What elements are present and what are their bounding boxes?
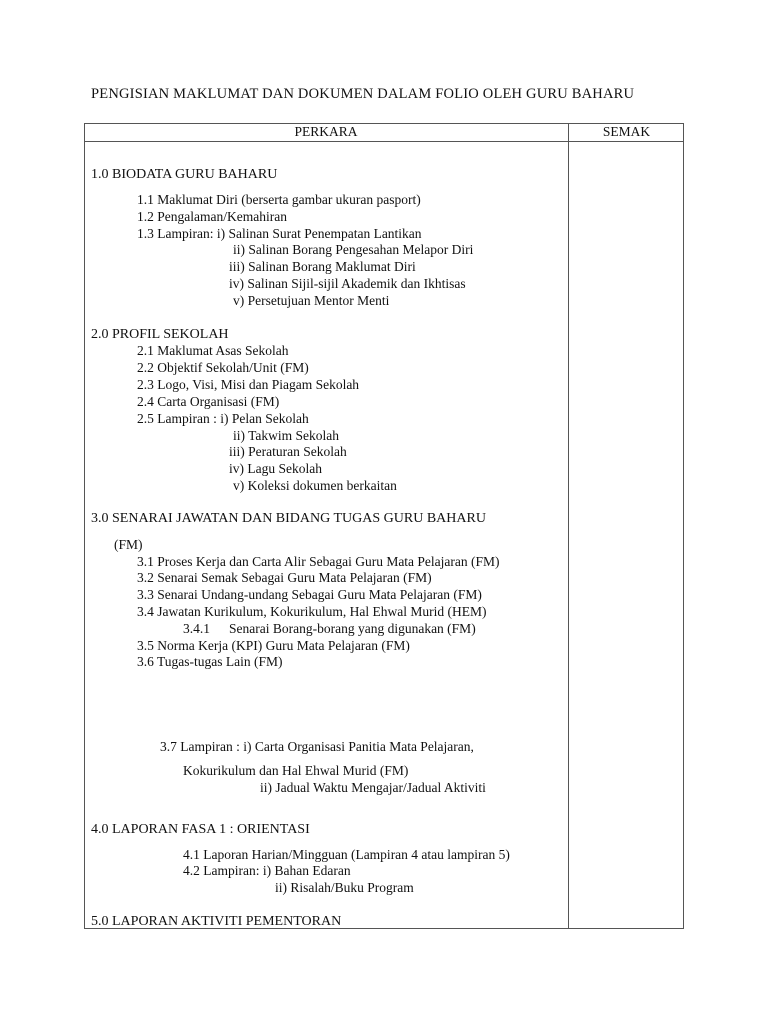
document-title: PENGISIAN MAKLUMAT DAN DOKUMEN DALAM FOLIO OLEH GURU BAHARU <box>91 86 635 102</box>
list-item: v) Persetujuan Mentor Menti <box>233 293 390 308</box>
section-heading-2: 2.0 PROFIL SEKOLAH <box>91 327 229 342</box>
section-heading-3-continuation: (FM) <box>114 537 143 552</box>
list-item: 2.1 Maklumat Asas Sekolah <box>137 343 289 358</box>
column-header-perkara: PERKARA <box>294 124 358 139</box>
list-item: v) Koleksi dokumen berkaitan <box>233 478 397 493</box>
list-item: ii) Salinan Borang Pengesahan Melapor Diri <box>233 242 474 257</box>
header-divider <box>84 141 684 142</box>
column-header-semak: SEMAK <box>602 124 651 139</box>
list-item: iii) Salinan Borang Maklumat Diri <box>229 259 416 274</box>
list-item: 3.5 Norma Kerja (KPI) Guru Mata Pelajaran (FM) <box>137 638 410 653</box>
list-item: 2.3 Logo, Visi, Misi dan Piagam Sekolah <box>137 377 360 392</box>
list-item: 2.4 Carta Organisasi (FM) <box>137 394 280 409</box>
list-item: iv) Salinan Sijil-sijil Akademik dan Ikhtisas <box>229 276 466 291</box>
list-item: Senarai Borang-borang yang digunakan (FM) <box>229 621 476 636</box>
list-item: 4.2 Lampiran: i) Bahan Edaran <box>183 863 351 878</box>
list-item: ii) Risalah/Buku Program <box>275 880 414 895</box>
list-item: ii) Jadual Waktu Mengajar/Jadual Aktiviti <box>260 780 486 795</box>
column-divider <box>568 123 569 929</box>
sub-item-number: 3.4.1 <box>183 621 210 636</box>
list-item: 4.1 Laporan Harian/Mingguan (Lampiran 4 atau lampiran 5) <box>183 847 510 862</box>
list-item: 3.4 Jawatan Kurikulum, Kokurikulum, Hal Ehwal Murid (HEM) <box>137 604 487 619</box>
section-heading-4: 4.0 LAPORAN FASA 1 : ORIENTASI <box>91 822 310 837</box>
list-item: 3.2 Senarai Semak Sebagai Guru Mata Pelajaran (FM) <box>137 570 432 585</box>
list-item: 1.2 Pengalaman/Kemahiran <box>137 209 287 224</box>
list-item: 2.5 Lampiran : i) Pelan Sekolah <box>137 411 309 426</box>
list-item: ii) Takwim Sekolah <box>233 428 340 443</box>
list-item: Kokurikulum dan Hal Ehwal Murid (FM) <box>183 763 409 778</box>
section-heading-1: 1.0 BIODATA GURU BAHARU <box>91 167 278 182</box>
list-item: 3.3 Senarai Undang-undang Sebagai Guru Mata Pelajaran (FM) <box>137 587 482 602</box>
list-item: iii) Peraturan Sekolah <box>229 444 347 459</box>
list-item: 3.1 Proses Kerja dan Carta Alir Sebagai Guru Mata Pelajaran (FM) <box>137 554 500 569</box>
list-item: 1.1 Maklumat Diri (berserta gambar ukuran pasport) <box>137 192 421 207</box>
list-item: 3.7 Lampiran : i) Carta Organisasi Panitia Mata Pelajaran, <box>160 739 474 754</box>
list-item: 1.3 Lampiran: i) Salinan Surat Penempatan Lantikan <box>137 226 422 241</box>
list-item: 2.2 Objektif Sekolah/Unit (FM) <box>137 360 309 375</box>
section-heading-3: 3.0 SENARAI JAWATAN DAN BIDANG TUGAS GURU BAHARU <box>91 511 486 526</box>
list-item: 3.6 Tugas-tugas Lain (FM) <box>137 654 283 669</box>
section-heading-5: 5.0 LAPORAN AKTIVITI PEMENTORAN <box>91 914 342 929</box>
list-item: iv) Lagu Sekolah <box>229 461 322 476</box>
